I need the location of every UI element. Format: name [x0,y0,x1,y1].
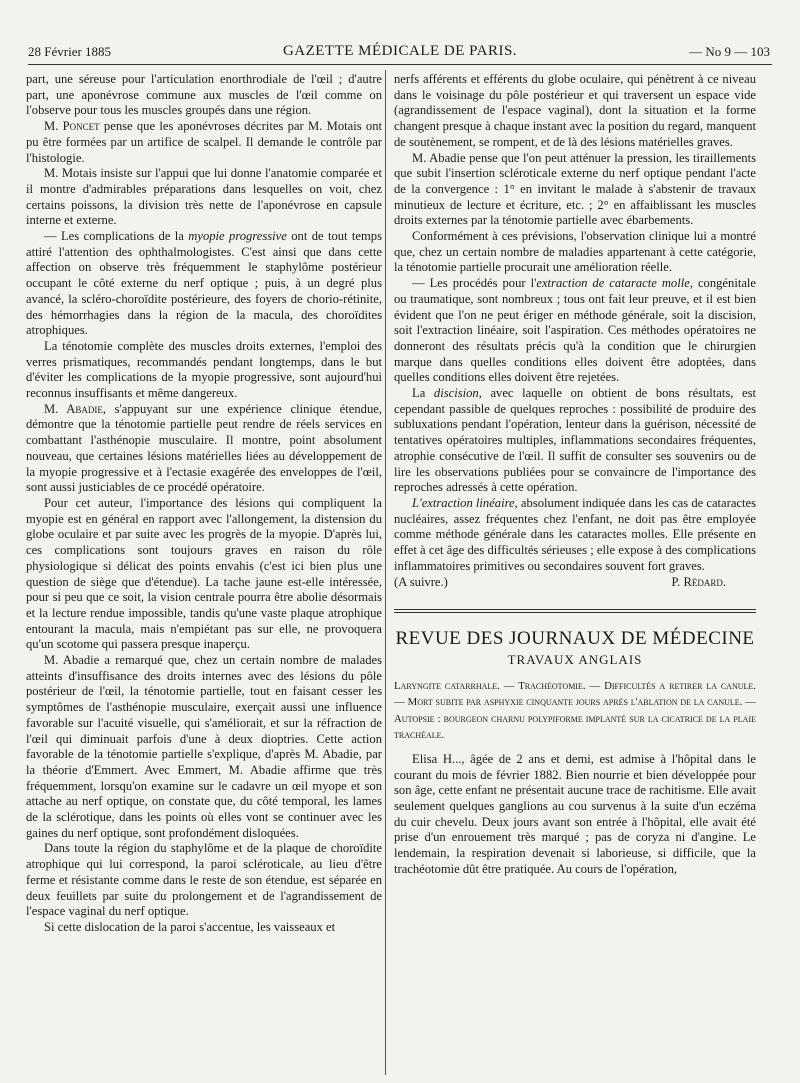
paragraph: M. Abadie a remarqué que, chez un certain nombre de malades atteints d'insuffisance des droits internes avec des lésions du pôle postérieur de l'œil, la ténotomie partielle, tout en faisant cesser les symptômes de l'asthénopie musculaire, exerçait aussi une influence favorable sur l'acuité visuelle, qui s'améliorait, et sur la réfraction de l'œil qui diminuait parfois d'une à deux dioptries. Cette action favorable de la ténotomie partielle s'explique, d'après M. Abadie, par la théorie d'Emmert. Avec Emmert, M. Abadie affirme que très fréquemment, lorsqu'on examine sur le cadavre un œil myope et son attache au nerf optique, on constate que, du côté temporal, les lames de la sclérotique, dans les points où elles vont se continuer avec les gaines du nerf optique, sont profondément disloquées. [26,653,382,840]
paragraph: nerfs afférents et efférents du globe oculaire, qui pénètrent à ce niveau dans le voisinage du pôle postérieur et qui traversent un espace vide (agrandissement de l'espace vaginal), dont la situation et la forme changent presque à chaque instant avec la position du regard, manquent de soutènement, se rompent, et de là des lésions matérielles graves. [394,72,756,149]
signature: P. Rédard. [671,574,726,589]
paragraph-text: — Les complications de la [44,229,189,244]
left-column [26,72,382,936]
section-rule [394,609,756,613]
column-divider [385,70,386,1075]
paragraph-text: , avec laquelle on obtient de bons résultats, est cependant passible de quelques reproches : possibilité de produire des subluxations pendant l'opération, lenteur dans la guérison, nécessité de tentatives opératoires multiples, inflammations secondaires fréquentes, atrophie consécutive de l'œil. Il suffit de consulter ses souvenirs ou de lire les observations publiées pour se convaincre de l'importance des reproches adressés à cette opération. [394,386,756,495]
paragraph-text: , s'appuyant sur une expérience clinique étendue, démontre que la ténotomie partielle peut rendre de réels services en combattant l'asthénopie musculaire. Il montre, point absolument nouveau, que certaines lésions matérielles liées au développement de la myopie progressive et à l'ectasie exagérée des enveloppes de l'œil, sont aussi justiciables de ce procédé opératoire. [26,401,382,495]
author-name: M. Abadie [44,401,103,416]
journal-title: GAZETTE MÉDICALE DE PARIS. [282,43,518,59]
paragraph [26,402,382,496]
paragraph-text: La [412,386,434,401]
paragraph [26,119,382,166]
section-subtitle: TRAVAUX ANGLAIS [507,652,643,668]
emphasis: L'extraction linéaire [412,495,515,510]
paragraph: M. Motais insiste sur l'appui que lui donne l'anatomie comparée et il montre d'admirables préparations dans lesquelles on voit, chez certains poissons, la division très nette de l'aponévrose en capsule interne et externe. [26,166,382,228]
paragraph: La ténotomie complète des muscles droits externes, l'emploi des verres prismatiques, recommandés pendant longtemps, dans le but d'éviter les complications de la myopie progressive, sont aujourd'hui reconnus insuffisants et même dangereux. [26,338,382,401]
paragraph [26,229,382,339]
paragraph-text: — Les procédés pour l' [412,276,537,291]
author-name: M. Poncet [44,119,100,134]
paragraph: Pour cet auteur, l'importance des lésions qui compliquent la myopie est en général en rapport avec l'allongement, la distension du globe oculaire et par suite avec les progrès de la myopie. D'après lui, ces complications sont toujours graves en raison du rôle physiologique si délicat des points envahis (c'est ici bien plus une question de siège que d'étendue). La tache jaune est-elle intéressée, pour si peu que ce soit, la vision centrale pourra être abolie désormais et la lecture rendue impossible, tandis qu'une vaste plaque atrophique entourant la macula, mais n'empiétant pas sur elle, ne provoquera qu'un scotome qui passera presque inaperçu. [26,495,382,652]
paragraph: part, une séreuse pour l'articulation enorthrodiale de l'œil ; d'autre part, une aponévrose commune aux muscles de l'œil comme on l'observe pour tous les muscles groupés dans une région. [26,72,382,118]
section-title: REVUE DES JOURNAUX DE MÉDECINE [395,627,755,649]
paragraph-text: , absolument indiquée dans les cas de cataractes nucléaires, assez fréquentes chez l'enfant, ne doit pas être employée comme méthode générale dans les cataractes molles. Elle présente en effet à cet âge des difficultés sérieuses ; elle expose à des complications inflammatoires primitives ou secondaires souvent fort graves. [394,495,756,573]
emphasis: myopie progressive [188,229,287,244]
paragraph: Dans toute la région du staphylôme et de la plaque de choroïdite atrophique qui lui correspond, la paroi scléroticale, au lieu d'être ferme et résistante comme dans le reste de son étendue, est séparée en deux feuillets par suite du prolongement et de l'agrandissement de l'espace vaginal du nerf optique. [26,841,382,919]
case-title: Laryngite catarrhale. — Trachéotomie. — Difficultés a retirer la canule. — Mort subite par asphyxie cinquante jours après l'ablation de la canule. — Autopsie : bourgeon charnu polypiforme implanté sur la cicatrice de la plaie trachéale. [394,679,756,742]
to-be-continued: (A suivre.) [394,574,448,589]
paragraph: M. Abadie pense que l'on peut atténuer la pression, les tiraillements que subit l'insertion scléroticale externe du nerf optique pendant l'acte de la convergence : 1° en invitant le malade à s'abstenir de travaux minutieux de lecture et écriture, etc. ; 2° en affaiblissant les muscles droits externes par la ténotomie partielle avec ébarbements. [394,150,756,228]
paragraph-text: , congénitale ou traumatique, sont nombreux ; tous ont fait leur preuve, et il est bien évident que l'on ne peut ériger en méthode générale, soit la discision, soit l'extraction linéaire, soit l'aspiration. Ces méthodes opératoires ne donneront des résultats précis qu'à la condition que le chirurgien marque dans quelles conditions elles doivent être adoptées, dans quelles conditions elles doivent être rejetées. [394,276,756,385]
emphasis: discision [433,386,479,401]
case-body: Elisa H..., âgée de 2 ans et demi, est admise à l'hôpital dans le courant du mois de février 1882. Bien nourrie et bien développée pour son âge, cette enfant ne présentait aucune trace de rachitisme. Elle avait seulement quelques ganglions au cou survenus à la suite d'un eczéma du cuir chevelu. Deux jours avant son entrée à l'hôpital, elle avait été prise d'un enrouement très marqué ; pas de coryza ni d'angine. Le lendemain, la respiration devenait si laborieuse, si difficile, que la trachéotomie dût être pratiquée. Au cours de l'opération, [394,751,756,876]
signature-row [394,575,756,593]
emphasis: extraction de cataracte molle [536,276,690,291]
paragraph: Si cette dislocation de la paroi s'accentue, les vaisseaux et [44,919,336,934]
paragraph [394,386,756,496]
right-column [394,72,756,878]
paragraph-text: ont de tout temps attiré l'attention des ophthalmologistes. C'est ainsi que dans cette affection on observe très fréquemment le staphylôme postérieur occupant le côté externe du nerf optique ; puis, à un degré plus avancé, la scléro-choroïdite postérieure, des foyers de chorio-rétinite, des hémorrhagies dans la région de la macula, des choroïdites atrophiques. [26,229,383,338]
issue-date: 28 Février 1885 [28,44,112,59]
paragraph-text: pense que les aponévroses décrites par M. Motais ont pu être formées par un artifice de scalpel. Il demande le contrôle par l'histologie. [26,119,382,165]
issue-number: — Nᴏ 9 — 103 [689,44,770,59]
paragraph [394,276,756,386]
paragraph [394,496,756,575]
paragraph: Conformément à ces prévisions, l'observation clinique lui a montré que, chez un certain nombre de maladies appartenant à cette catégorie, la ténotomie partielle procurait une amélioration réelle. [394,229,756,275]
page-header [28,42,772,65]
